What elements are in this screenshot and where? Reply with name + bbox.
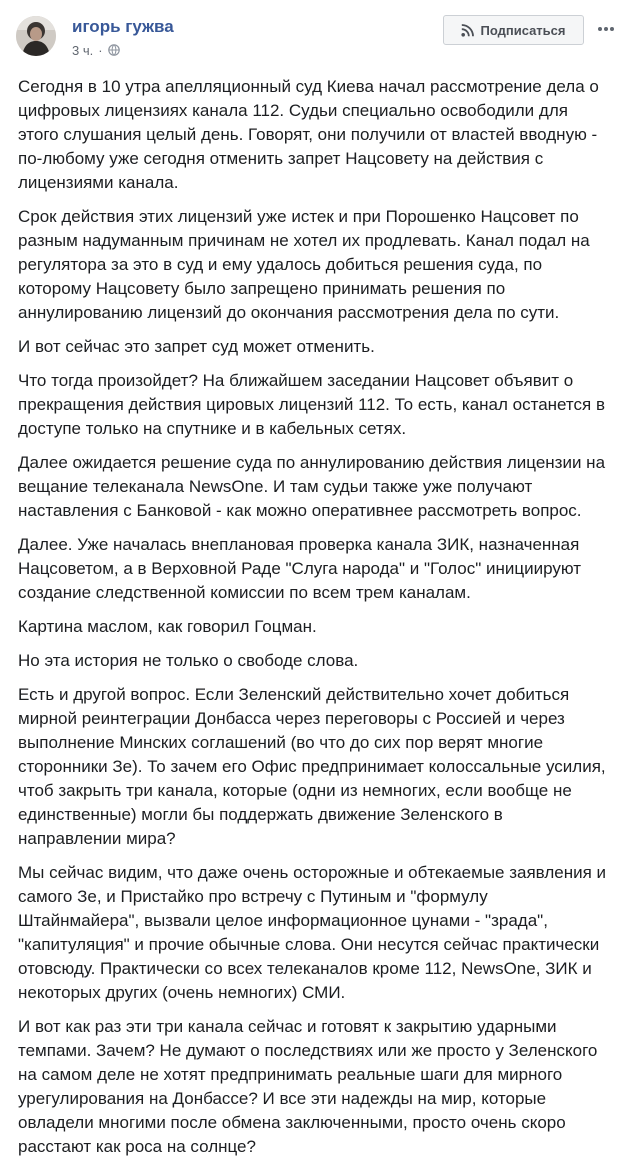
post-paragraph: Что тогда произойдет? На ближайшем заседании Нацсовет объявит о прекращения действия цировых лицензий 112. То есть, канал останется в доступе только на спутнике и в кабельных сетях. xyxy=(18,371,605,438)
post-paragraph: Мы сейчас видим, что даже очень осторожные и обтекаемые заявления и самого Зе, и Пристайко про встречу с Путиным и "формулу Штайнмайера", вызвали целое информационное цунами - "зрада", "капитуляция" и прочие обычные слова. Они несутся сейчас практически отовсюду. Практически со всех телеканалов кроме 112, NewsOne, ЗИК и некоторых других (очень немногих) СМИ. xyxy=(18,863,607,1002)
post-paragraph: Далее ожидается решение суда по аннулированию действия лицензии на вещание телеканала NewsOne. И там судьи также уже получают наставления с Банковой - как можно оперативнее рассмотреть вопрос. xyxy=(18,453,606,520)
ellipsis-icon xyxy=(597,26,615,32)
author-avatar[interactable] xyxy=(16,16,56,56)
subscribe-button[interactable] xyxy=(443,15,584,45)
meta-separator: · xyxy=(98,42,103,58)
post-paragraph: Есть и другой вопрос. Если Зеленский действительно хочет добиться мирной реинтеграции Донбасса через переговоры с Россией и через выполнение Минских соглашений (во что до сих пор верят многие сторонники Зе). То зачем его Офис предпринимает колоссальные усилия, чтоб закрыть три канала, которые (одни из немногих, если вообще не единственные) могли бы поддержать движение Зеленского в направлении мира? xyxy=(18,685,606,848)
post-paragraph: Срок действия этих лицензий уже истек и при Порошенко Нацсовет по разным надуманным причинам не хотел их продлевать. Канал подал на регулятора за это в суд и ему удалось добиться решения суда, по которому Нацсовету было запрещено принимать решения по аннулированию лицензий до окончания рассмотрения дела по сути. xyxy=(18,207,590,322)
author-name[interactable]: игорь гужва xyxy=(72,17,174,36)
post-paragraph: Далее. Уже началась внеплановая проверка канала ЗИК, назначенная Нацсоветом, а в Верховной Раде "Слуга народа" и "Голос" инициируют создание следственной комиссии по всем трем каналам. xyxy=(18,535,582,602)
globe-icon[interactable] xyxy=(108,44,120,56)
more-options-button[interactable] xyxy=(595,19,617,39)
post-paragraph: И вот как раз эти три канала сейчас и готовят к закрытию ударными темпами. Зачем? Не думают о последствиях или же просто у Зеленского на самом деле не хотят предпринимать реальные шаги для мирного урегулирования на Донбассе? И все эти надежды на мир, которые овладели многими после обмена заключенными, просто очень скоро расстают как роса на солнце? xyxy=(18,1017,598,1156)
post-paragraph: Картина маслом, как говорил Гоцман. xyxy=(18,617,317,636)
rss-icon xyxy=(461,24,474,37)
post-paragraph: Сегодня в 10 утра апелляционный суд Киева начал рассмотрение дела о цифровых лицензиях канала 112. Судьи специально освободили для этого слушания целый день. Говорят, они получили от властей вводную - по-любому уже сегодня отменить запрет Нацсовету на действия с лицензиями канала. xyxy=(18,77,599,192)
post-paragraph: И вот сейчас это запрет суд может отменить. xyxy=(18,337,375,356)
post-text xyxy=(18,75,610,1169)
post-header xyxy=(0,0,623,70)
post-timestamp[interactable]: 3 ч. xyxy=(72,42,94,58)
avatar-photo xyxy=(16,16,56,56)
subscribe-label: Подписаться xyxy=(480,22,566,38)
post-meta xyxy=(72,42,120,58)
post-paragraph: Но эта история не только о свободе слова. xyxy=(18,651,359,670)
